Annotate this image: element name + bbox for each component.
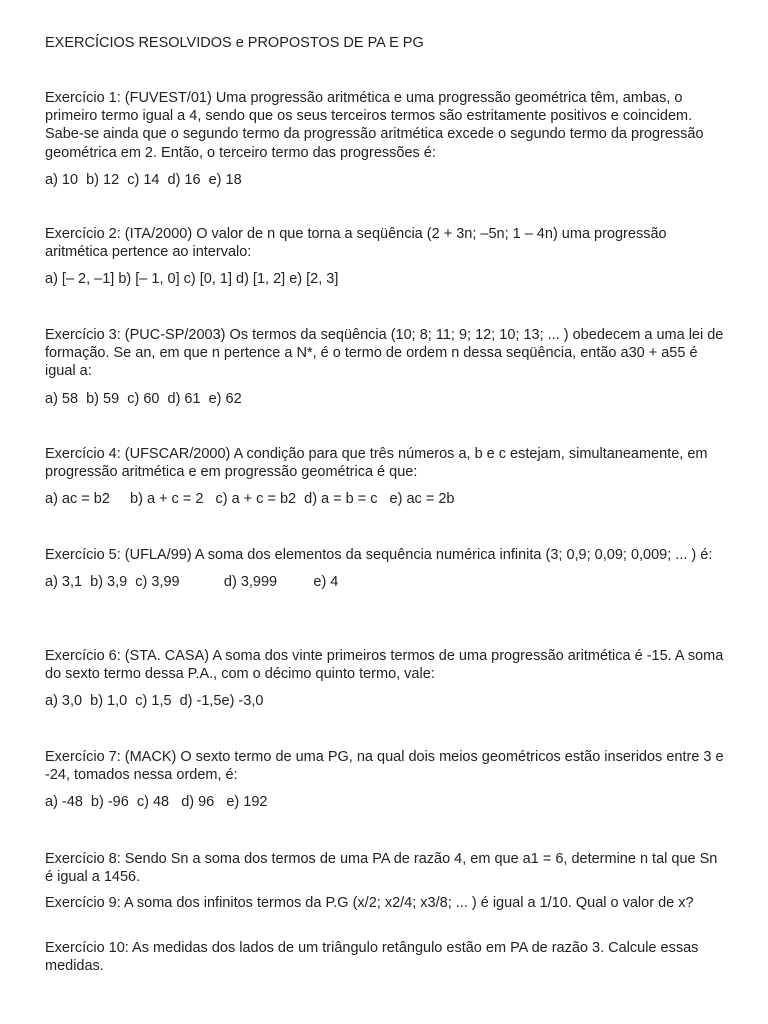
exercise-4 [45, 445, 725, 508]
exercise-2-options: a) [– 2, –1] b) [– 1, 0] c) [0, 1] d) [1, 2] e) [2, 3] [45, 271, 339, 288]
exercise-5-options: a) 3,1 b) 3,9 c) 3,99 d) 3,999 e) 4 [45, 574, 339, 591]
exercise-6 [45, 647, 725, 710]
exercise-3-stem: Exercício 3: (PUC-SP/2003) Os termos da seqüência (10; 8; 11; 9; 12; 10; 13; ... ) obedecem a uma lei de formação. Se an, em que n pertence a N*, é o termo de ordem n dessa seqüência, então a30 + a55 é igual a: [45, 327, 724, 380]
exercise-6-options: a) 3,0 b) 1,0 c) 1,5 d) -1,5e) -3,0 [45, 693, 264, 710]
exercise-2 [45, 225, 725, 288]
exercise-4-stem: Exercício 4: (UFSCAR/2000) A condição para que três números a, b e c estejam, simultaneamente, em progressão aritmética e em progressão geométrica é que: [45, 446, 708, 481]
exercise-5-stem: Exercício 5: (UFLA/99) A soma dos elementos da sequência numérica infinita (3; 0,9; 0,09; 0,009; ... ) é: [45, 547, 713, 563]
exercise-1-options: a) 10 b) 12 c) 14 d) 16 e) 18 [45, 171, 242, 188]
exercise-9 [45, 894, 725, 912]
exercise-4-options: a) ac = b2 b) a + c = 2 c) a + c = b2 d) a = b = c e) ac = 2b [45, 491, 455, 508]
exercise-8 [45, 850, 725, 886]
document-title: EXERCÍCIOS RESOLVIDOS e PROPOSTOS DE PA E PG [45, 35, 424, 51]
exercise-3-options: a) 58 b) 59 c) 60 d) 61 e) 62 [45, 390, 242, 407]
exercise-6-stem: Exercício 6: (STA. CASA) A soma dos vinte primeiros termos de uma progressão aritmética é -15. A soma do sexto termo dessa P.A., com o décimo quinto termo, vale: [45, 648, 724, 683]
exercise-9-stem: Exercício 9: A soma dos infinitos termos da P.G (x/2; x2/4; x3/8; ... ) é igual a 1/10. Qual o valor de x? [45, 895, 694, 911]
exercise-1 [45, 89, 725, 188]
exercise-7 [45, 748, 725, 811]
exercise-2-stem: Exercício 2: (ITA/2000) O valor de n que torna a seqüência (2 + 3n; –5n; 1 – 4n) uma progressão aritmética pertence ao intervalo: [45, 226, 667, 261]
exercise-1-stem: Exercício 1: (FUVEST/01) Uma progressão aritmética e uma progressão geométrica têm, ambas, o primeiro termo igual a 4, sendo que os seus terceiros termos são estritamente positivos e coincidem. Sabe-se ainda que o segundo termo da progressão aritmética excede o segundo termo da progressão geométrica em 2. Então, o terceiro termo das progressões é: [45, 90, 704, 161]
exercise-7-stem: Exercício 7: (MACK) O sexto termo de uma PG, na qual dois meios geométricos estão inseridos entre 3 e -24, tomados nessa ordem, é: [45, 749, 724, 784]
exercise-5 [45, 546, 725, 591]
exercise-3 [45, 326, 725, 407]
exercise-10-stem: Exercício 10: As medidas dos lados de um triângulo retângulo estão em PA de razão 3. Calcule essas medidas. [45, 940, 699, 975]
exercise-8-stem: Exercício 8: Sendo Sn a soma dos termos de uma PA de razão 4, em que a1 = 6, determine n tal que Sn é igual a 1456. [45, 851, 718, 886]
exercise-7-options: a) -48 b) -96 c) 48 d) 96 e) 192 [45, 794, 268, 811]
exercise-10 [45, 939, 725, 975]
